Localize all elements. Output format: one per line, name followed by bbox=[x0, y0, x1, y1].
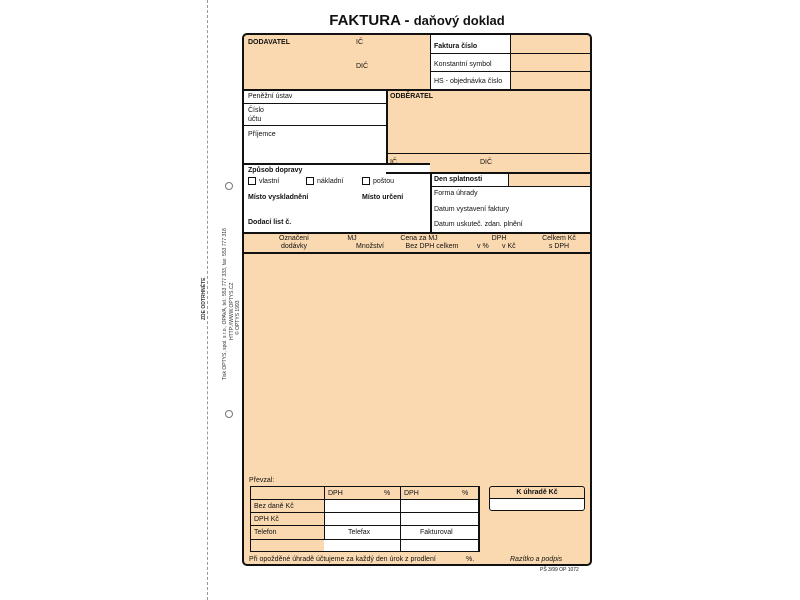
form-code: PŠ 3/99 OP 1072 bbox=[540, 567, 579, 573]
hs-order-label: HS - objednávka číslo bbox=[434, 78, 503, 85]
cut-here-label: ZDE ODTRHNĚTE bbox=[201, 277, 207, 320]
col-price-2: Bez DPH celkem bbox=[405, 243, 459, 250]
title-sub: daňový doklad bbox=[413, 13, 505, 28]
title-separator: - bbox=[400, 12, 414, 29]
constant-symbol-label: Konstantní symbol bbox=[434, 61, 492, 68]
supplier-dic-label: DIČ bbox=[356, 63, 369, 70]
phone-label: Telefon bbox=[254, 529, 277, 536]
transport-freight-label: nákladní bbox=[317, 178, 344, 185]
summary-vat-col-2: DPH bbox=[404, 490, 419, 497]
punch-hole-bottom bbox=[225, 410, 233, 418]
supplier-label: DODAVATEL bbox=[248, 39, 290, 46]
summary-table bbox=[250, 486, 480, 552]
transport-own-label: vlastní bbox=[259, 178, 280, 185]
stamp-signature-label: Razítko a podpis bbox=[510, 556, 563, 563]
bank-institution-label: Peněžní ústav bbox=[248, 93, 293, 100]
publisher-line-3: © OPTYS 1993 bbox=[235, 300, 241, 335]
vat-czk-label: DPH Kč bbox=[254, 516, 279, 523]
col-total-2: s DPH bbox=[548, 243, 570, 250]
col-quantity: Množství bbox=[355, 243, 384, 250]
recipient-label: Příjemce bbox=[248, 131, 276, 138]
publisher-line-1: Tisk OPTYS, spol. s r.o., OPAVA, tel.: 553 777 333, fax: 553 777 318 bbox=[222, 228, 228, 380]
transport-own-checkbox[interactable] bbox=[248, 177, 256, 185]
invoice-number-label: Faktura číslo bbox=[434, 43, 478, 50]
delivery-note-label: Dodací list č. bbox=[248, 219, 292, 226]
net-czk-label: Bez daně Kč bbox=[254, 503, 294, 510]
payment-method-label: Forma úhrady bbox=[434, 190, 478, 197]
col-total-1: Celkem Kč bbox=[542, 235, 576, 242]
title-main: FAKTURA bbox=[329, 12, 401, 29]
customer-dic-label: DIČ bbox=[480, 159, 493, 166]
summary-pct-2: % bbox=[462, 490, 469, 497]
summary-vat-col-1: DPH bbox=[328, 490, 343, 497]
late-interest-note: Při opožděné úhradě účtujeme za každý den úrok z prodlení bbox=[249, 556, 436, 563]
invoice-form bbox=[242, 33, 592, 566]
transport-label: Způsob dopravy bbox=[248, 167, 303, 174]
transport-post-checkbox[interactable] bbox=[362, 177, 370, 185]
account-number-label-1: Číslo bbox=[248, 107, 264, 114]
col-price-1: Cena za MJ bbox=[400, 235, 438, 242]
col-vat: DPH bbox=[491, 235, 507, 242]
transport-post-label: poštou bbox=[373, 178, 395, 185]
destination-label: Místo určení bbox=[362, 194, 404, 201]
col-vat-pct: v % bbox=[477, 243, 489, 250]
transport-freight-checkbox[interactable] bbox=[306, 177, 314, 185]
issue-date-label: Datum vystavení faktury bbox=[434, 206, 510, 213]
invoiced-by-label: Fakturoval bbox=[420, 529, 453, 536]
due-date-label: Den splatnosti bbox=[434, 176, 483, 183]
col-designation-1: Označení bbox=[279, 235, 309, 242]
late-interest-percent: %. bbox=[466, 556, 475, 563]
punch-hole-top bbox=[225, 182, 233, 190]
customer-ico-label: IČ bbox=[390, 159, 397, 166]
fax-label: Telefax bbox=[348, 529, 371, 536]
publisher-line-2: HTTP://WWW.OPTYS.CZ bbox=[229, 282, 235, 340]
col-unit: MJ bbox=[347, 235, 357, 242]
supplier-ico-label: IČ bbox=[356, 39, 363, 46]
perforation-line bbox=[207, 0, 208, 600]
taken-over-label: Převzal: bbox=[249, 477, 275, 484]
col-vat-czk: v Kč bbox=[502, 243, 516, 250]
col-designation-2: dodávky bbox=[280, 243, 308, 250]
customer-label: ODBĚRATEL bbox=[390, 93, 434, 100]
pay-total-label: K úhradě Kč bbox=[516, 489, 558, 496]
taxable-date-label: Datum uskuteč. zdan. plnění bbox=[434, 221, 523, 228]
account-number-label-2: účtu bbox=[248, 116, 262, 123]
document-title bbox=[242, 12, 592, 30]
dispatch-place-label: Místo vyskladnění bbox=[248, 194, 309, 201]
summary-pct-1: % bbox=[384, 490, 391, 497]
